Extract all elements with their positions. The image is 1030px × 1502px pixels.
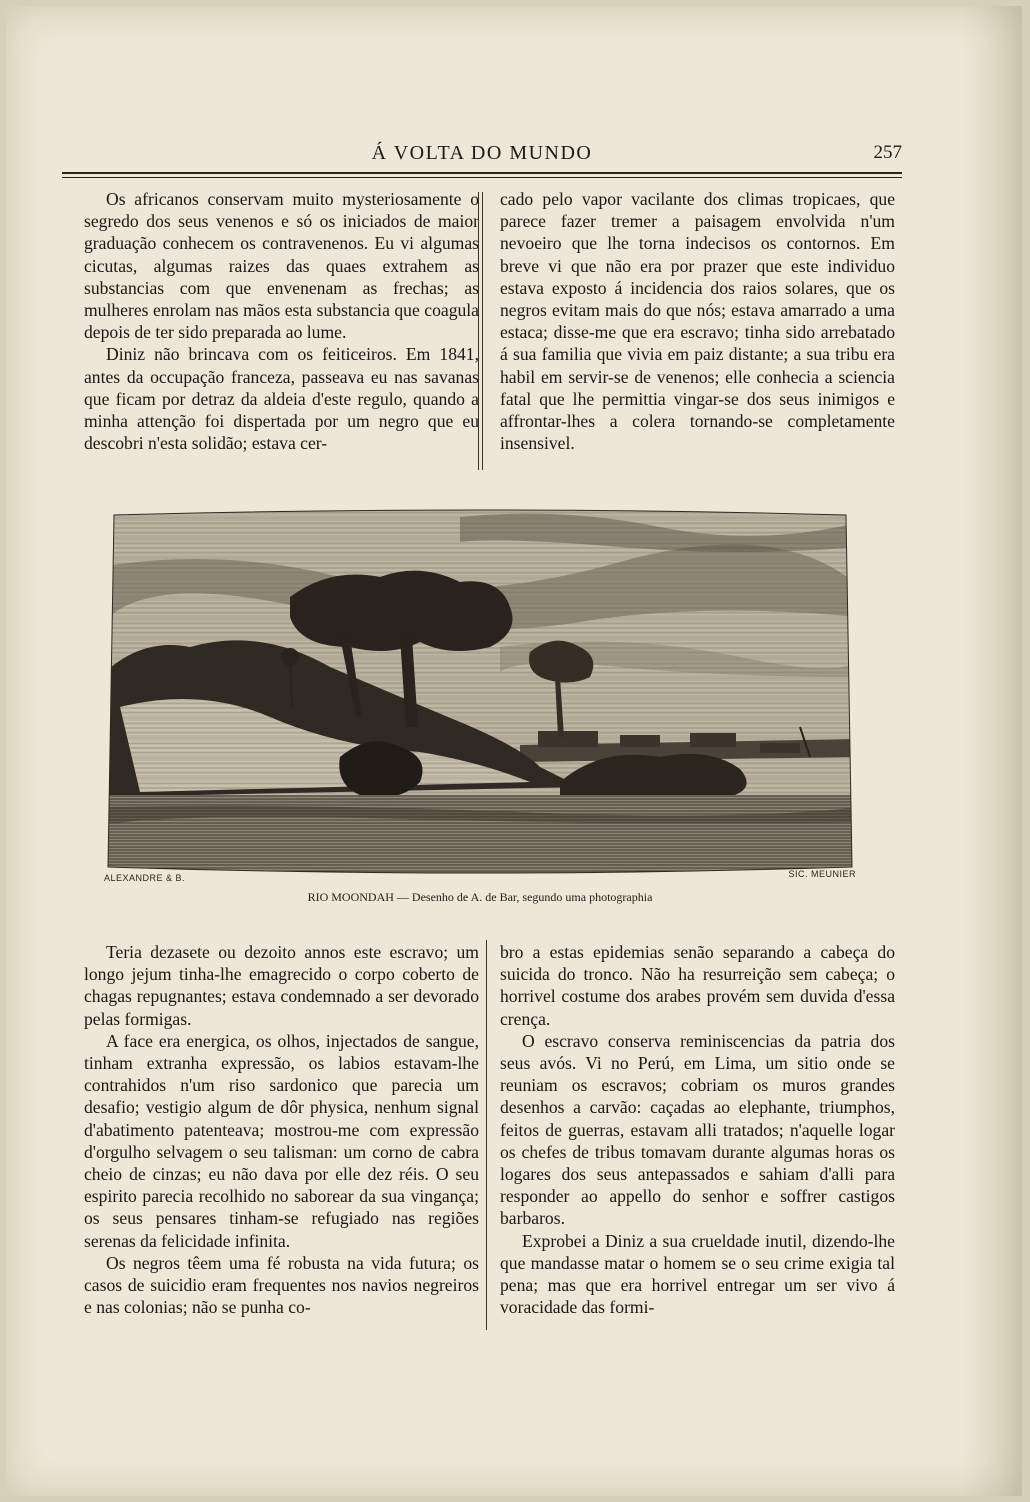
paragraph: Diniz não brincava com os feiticeiros. Em 1841, antes da occupação franceza, passeava eu nas savanas que ficam por detraz da aldeia d'este regulo, quando a minha attenção foi dispertada por um negro que eu descobri n'esta solidão; estava cer- (84, 344, 479, 454)
column-divider (478, 192, 483, 470)
landscape-illustration (100, 507, 860, 877)
paragraph: cado pelo vapor vacilante dos climas tropicaes, que parece fazer tremer a paisagem envolvida n'um nevoeiro que lhe torna indecisos os contornos. Em breve vi que não era por prazer que este individuo estava exposto á incidencia dos raios solares, que os negros evitam mais do que nós; estava amarrado a uma estaca; disse-me que era escravo; tinha sido arrebatado á sua familia que vivia em paiz distante; a sua tribu era habil em servir-se de venenos; elle conhecia a sciencia fatal que lhe permittia vingar-se dos seus inimigos e affrontar-lhes a colera tornando-se completamente insensivel. (500, 189, 895, 454)
column-bottom-left (84, 941, 479, 1318)
column-bottom-right (500, 941, 895, 1318)
header-rule (62, 172, 902, 174)
column-divider (486, 940, 487, 1330)
paragraph: O escravo conserva reminiscencias da patria dos seus avós. Vi no Perú, em Lima, um sitio onde se reuniam os escravos; cobriam os muros grandes desenhos a carvão: caçadas ao elephante, triumphos, feitos de guerras, estavam alli tratados; n'aquelle logar os chefes de tribus tomavam durante algumas horas os logares dos seus antepassados e sahiam d'alli para responder ao appello do senhor e soffrer castigos barbaros. (500, 1030, 895, 1229)
paragraph: Os africanos conservam muito mysteriosamente o segredo dos seus venenos e só os iniciados de maior graduação conhecem os contravenenos. Eu vi algumas cicutas, algumas raizes das quaes extrahem as substancias com que envenenam as frechas; as mulheres enrolam nas mãos esta substancia que coagula depois de ter sido preparada ao lume. (84, 189, 479, 343)
paragraph: A face era energica, os olhos, injectados de sangue, tinham extranha expressão, os labios estavam-lhe contrahidos n'um riso sardonico que parecia um desafio; vestigio algum de dôr physica, nenhum signal d'abatimento patenteava; mostrou-me com expressão d'orgulho selvagem o seu talisman: um corno de cabra cheio de cinzas; eu não dava por elle dez réis. O seu espirito parecia recolhido no saborear da sua vingança; os seus pensares tinham-se refugiado nas regiões serenas da felicidade infinita. (84, 1030, 479, 1251)
header-rule-thin (62, 177, 902, 178)
paragraph: Exprobei a Diniz a sua crueldade inutil, dizendo-lhe que mandasse matar o homem se o seu crime exigia tal pena; mas que era horrivel entregar um ser vivo á voracidade das formi- (500, 1230, 895, 1318)
figure-caption: RIO MOONDAH — Desenho de A. de Bar, segundo uma photographia (307, 890, 653, 904)
running-title: Á VOLTA DO MUNDO (371, 142, 593, 164)
paragraph: Os negros têem uma fé robusta na vida futura; os casos de suicidio eram frequentes nos navios negreiros e nas colonias; não se punha co- (84, 1252, 479, 1318)
running-head (62, 140, 902, 172)
page-edge-shadow (962, 6, 1022, 1496)
column-top-right (500, 188, 895, 454)
engraving-rio-moondah (100, 507, 860, 883)
paragraph: Teria dezasete ou dezoito annos este escravo; um longo jejum tinha-lhe emagrecido o corpo coberto de chagas repugnantes; estava condemnado a ser devorado pelas formigas. (84, 942, 479, 1029)
engraver-signature-left: ALEXANDRE & B. (104, 873, 186, 883)
column-top-left (84, 188, 479, 454)
engraver-signature-right: SIC. MEUNIER (788, 869, 856, 879)
paragraph: bro a estas epidemias senão separando a cabeça do suicida do tronco. Não ha resurreição sem cabeça; o horrivel costume dos arabes provém sem duvida d'essa crença. (500, 942, 895, 1029)
page-number: 257 (873, 142, 902, 163)
